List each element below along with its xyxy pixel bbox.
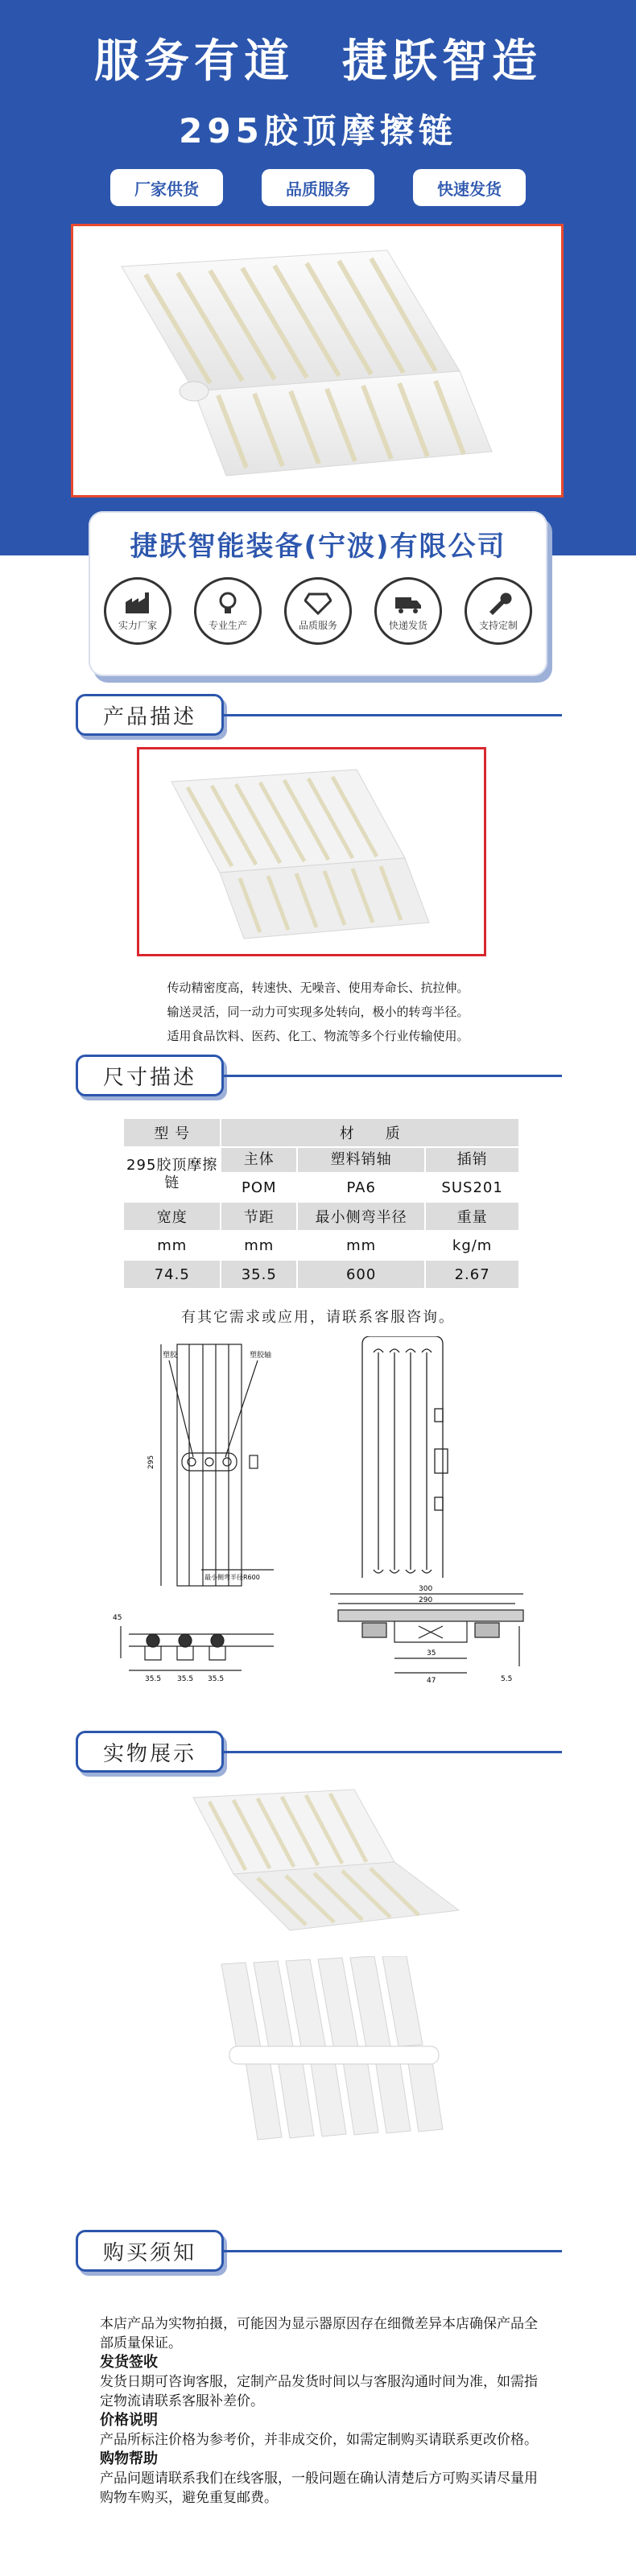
header-radius: 最小侧弯半径 (297, 1202, 425, 1231)
real-photo-top (185, 1783, 475, 1936)
value-radius: 600 (297, 1260, 425, 1289)
unit-weight: kg/m (425, 1231, 519, 1260)
feature-quality (282, 577, 354, 645)
unit-pitch: mm (221, 1231, 297, 1260)
hero-product-photo (71, 224, 564, 497)
description-line: 输送灵活，同一动力可实现多处转向，极小的转弯半径。 (167, 1005, 469, 1019)
dim-label: 295 (147, 1455, 155, 1469)
section-divider (224, 714, 562, 716)
drawing-top-view (145, 1336, 306, 1594)
section-divider (224, 1075, 562, 1077)
drawing-side-view (354, 1336, 467, 1594)
dim-label: 最小侧弯半径R600 (204, 1574, 260, 1581)
hero-slogan (0, 26, 636, 90)
tag-factory-supply: 厂家供货 (110, 169, 223, 206)
feature-custom (462, 577, 535, 645)
description-product-photo (137, 747, 486, 956)
header-model: 型 号 (123, 1118, 221, 1147)
chain-image (139, 749, 484, 954)
product-description-text (0, 976, 636, 1048)
tag-fast-delivery: 快速发货 (413, 169, 526, 206)
buying-section-text: 产品所标注价格为参考价，并非成交价，如需定制购买请联系更改价格。 (100, 2432, 538, 2448)
unit-width: mm (123, 1231, 221, 1260)
dim-label: 35.5 (145, 1675, 162, 1683)
header-latch-pin: 插销 (425, 1147, 519, 1173)
dim-label: 塑胶轴 (250, 1352, 272, 1360)
feature-production (192, 577, 264, 645)
description-line: 适用食品饮料、医药、化工、物流等多个行业传输使用。 (167, 1029, 469, 1043)
value-width: 74.5 (123, 1260, 221, 1289)
section-size-description: 尺寸描述 (76, 1055, 224, 1096)
header-plastic-pin: 塑料销轴 (297, 1147, 425, 1173)
header-pitch: 节距 (221, 1202, 297, 1231)
feature-factory (101, 577, 174, 645)
buying-section-title: 购物帮助 (100, 2450, 158, 2467)
real-photo-bottom (205, 1956, 463, 2141)
dim-label: 300 (419, 1585, 433, 1593)
feature-label: 实力厂家 (118, 619, 157, 631)
feature-label: 快递发货 (388, 619, 427, 631)
header-weight: 重量 (425, 1202, 519, 1231)
buying-section-title: 发货签收 (100, 2354, 158, 2371)
feature-label: 支持定制 (478, 619, 518, 631)
dim-label: 45 (113, 1614, 122, 1622)
dim-label: 47 (427, 1677, 436, 1685)
hero-tags (0, 169, 636, 206)
buying-intro: 本店产品为实物拍摄，可能因为显示器原因存在细微差异本店确保产品全部质量保证。 (100, 2316, 538, 2351)
buying-section-text: 产品问题请联系我们在线客服，一般问题在确认清楚后方可购买请尽量用购物车购买，避免重复邮费。 (100, 2471, 538, 2506)
value-pitch: 35.5 (221, 1260, 297, 1289)
section-divider (224, 2250, 562, 2252)
dim-label: 35 (427, 1649, 436, 1657)
feature-label: 品质服务 (298, 619, 337, 631)
feature-label: 专业生产 (208, 619, 247, 631)
material-latch: SUS201 (425, 1173, 519, 1202)
dim-label: 290 (419, 1596, 433, 1604)
drawing-section-view (314, 1578, 547, 1690)
slogan-right: 捷跃智造 (342, 35, 542, 88)
chain-image (73, 226, 561, 495)
slogan-left: 服务有道 (94, 35, 294, 88)
drawing-front-view (113, 1602, 306, 1690)
dim-label: 35.5 (208, 1675, 225, 1683)
section-buying-notes: 购买须知 (76, 2230, 224, 2272)
header-material: 材 质 (221, 1118, 519, 1147)
model-name: 295胶顶摩擦链 (123, 1147, 221, 1202)
dim-label: 35.5 (177, 1675, 194, 1683)
section-divider (224, 1751, 562, 1753)
description-line: 传动精密度高，转速快、无噪音、使用寿命长、抗拉伸。 (167, 980, 469, 995)
material-pin: PA6 (297, 1173, 425, 1202)
contact-note: 有其它需求或应用，请联系客服咨询。 (181, 1309, 455, 1326)
unit-radius: mm (297, 1231, 425, 1260)
factory-icon (124, 591, 151, 615)
header-width: 宽度 (123, 1202, 221, 1231)
value-weight: 2.67 (425, 1260, 519, 1289)
material-body: POM (221, 1173, 297, 1202)
section-product-description: 产品描述 (76, 694, 224, 736)
buying-section-text: 发货日期可咨询客服，定制产品发货时间以与客服沟通时间为准，如需指定物流请联系客服补差价。 (100, 2374, 538, 2409)
buying-section-title: 价格说明 (100, 2412, 158, 2429)
feature-delivery (372, 577, 444, 645)
tag-quality-service: 品质服务 (262, 169, 374, 206)
buying-notes (100, 2314, 551, 2508)
section-real-photos: 实物展示 (76, 1731, 224, 1773)
production-icon (214, 591, 242, 615)
dim-label: 塑胶 (163, 1352, 178, 1360)
feature-icons (89, 577, 547, 645)
spec-table (122, 1117, 520, 1290)
dim-label: 5.5 (501, 1675, 513, 1683)
hero-banner (0, 0, 636, 676)
diamond-icon (304, 591, 332, 615)
header-body: 主体 (221, 1147, 297, 1173)
wrench-icon (485, 591, 512, 615)
company-card (89, 511, 547, 676)
truck-icon (394, 591, 422, 615)
product-title: 295胶顶摩擦链 (179, 111, 457, 151)
company-name: 捷跃智能装备(宁波)有限公司 (130, 530, 506, 563)
